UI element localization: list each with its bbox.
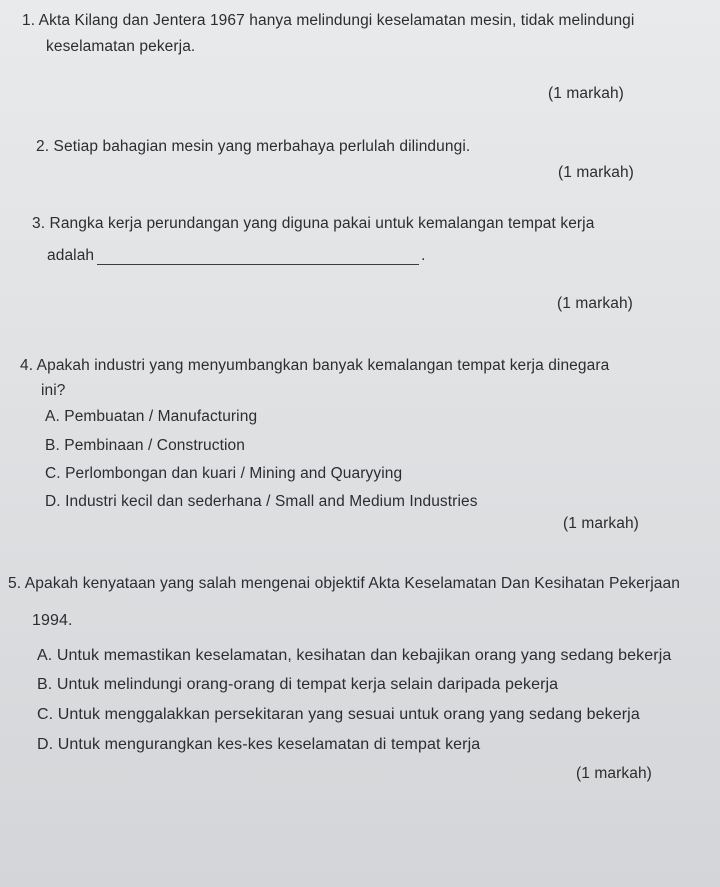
question-3-answer-line — [47, 247, 426, 265]
question-5-option-d[interactable]: D. Untuk mengurangkan kes-kes keselamatan di tempat kerja — [37, 736, 481, 753]
question-3-prefix: adalah — [47, 247, 95, 264]
question-3-text: 3. Rangka kerja perundangan yang diguna pakai untuk kemalangan tempat kerja — [32, 215, 595, 232]
answer-blank[interactable] — [97, 251, 419, 265]
question-5-marks: (1 markah) — [576, 765, 652, 782]
question-5-option-b[interactable]: B. Untuk melindungi orang-orang di tempat kerja selain daripada pekerja — [37, 676, 559, 693]
question-5-option-a[interactable]: A. Untuk memastikan keselamatan, kesihatan dan kebajikan orang yang sedang bekerja — [37, 647, 672, 664]
question-4-option-c[interactable]: C. Perlombongan dan kuari / Mining and Quaryying — [45, 465, 403, 482]
question-3-suffix: . — [421, 247, 426, 264]
question-5-option-c[interactable]: C. Untuk menggalakkan persekitaran yang sesuai untuk orang yang sedang bekerja — [37, 706, 640, 723]
question-5-text-cont: 1994. — [32, 612, 73, 629]
question-4-option-b[interactable]: B. Pembinaan / Construction — [45, 437, 245, 454]
question-4-option-a[interactable]: A. Pembuatan / Manufacturing — [45, 408, 258, 425]
question-2-marks: (1 markah) — [558, 164, 634, 181]
question-4-option-d[interactable]: D. Industri kecil dan sederhana / Small and Medium Industries — [45, 493, 478, 510]
question-1-text: 1. Akta Kilang dan Jentera 1967 hanya melindungi keselamatan mesin, tidak melindungi — [22, 12, 635, 29]
question-1-marks: (1 markah) — [548, 85, 624, 102]
question-4-text: 4. Apakah industri yang menyumbangkan banyak kemalangan tempat kerja dinegara — [20, 357, 610, 374]
question-5-text: 5. Apakah kenyataan yang salah mengenai objektif Akta Keselamatan Dan Kesihatan Pekerjaan — [8, 575, 681, 592]
question-2-text: 2. Setiap bahagian mesin yang merbahaya perlulah dilindungi. — [36, 138, 471, 155]
question-4-marks: (1 markah) — [563, 515, 639, 532]
question-4-text-cont: ini? — [41, 382, 66, 399]
question-3-marks: (1 markah) — [557, 295, 633, 312]
question-1-text-cont: keselamatan pekerja. — [46, 38, 196, 55]
